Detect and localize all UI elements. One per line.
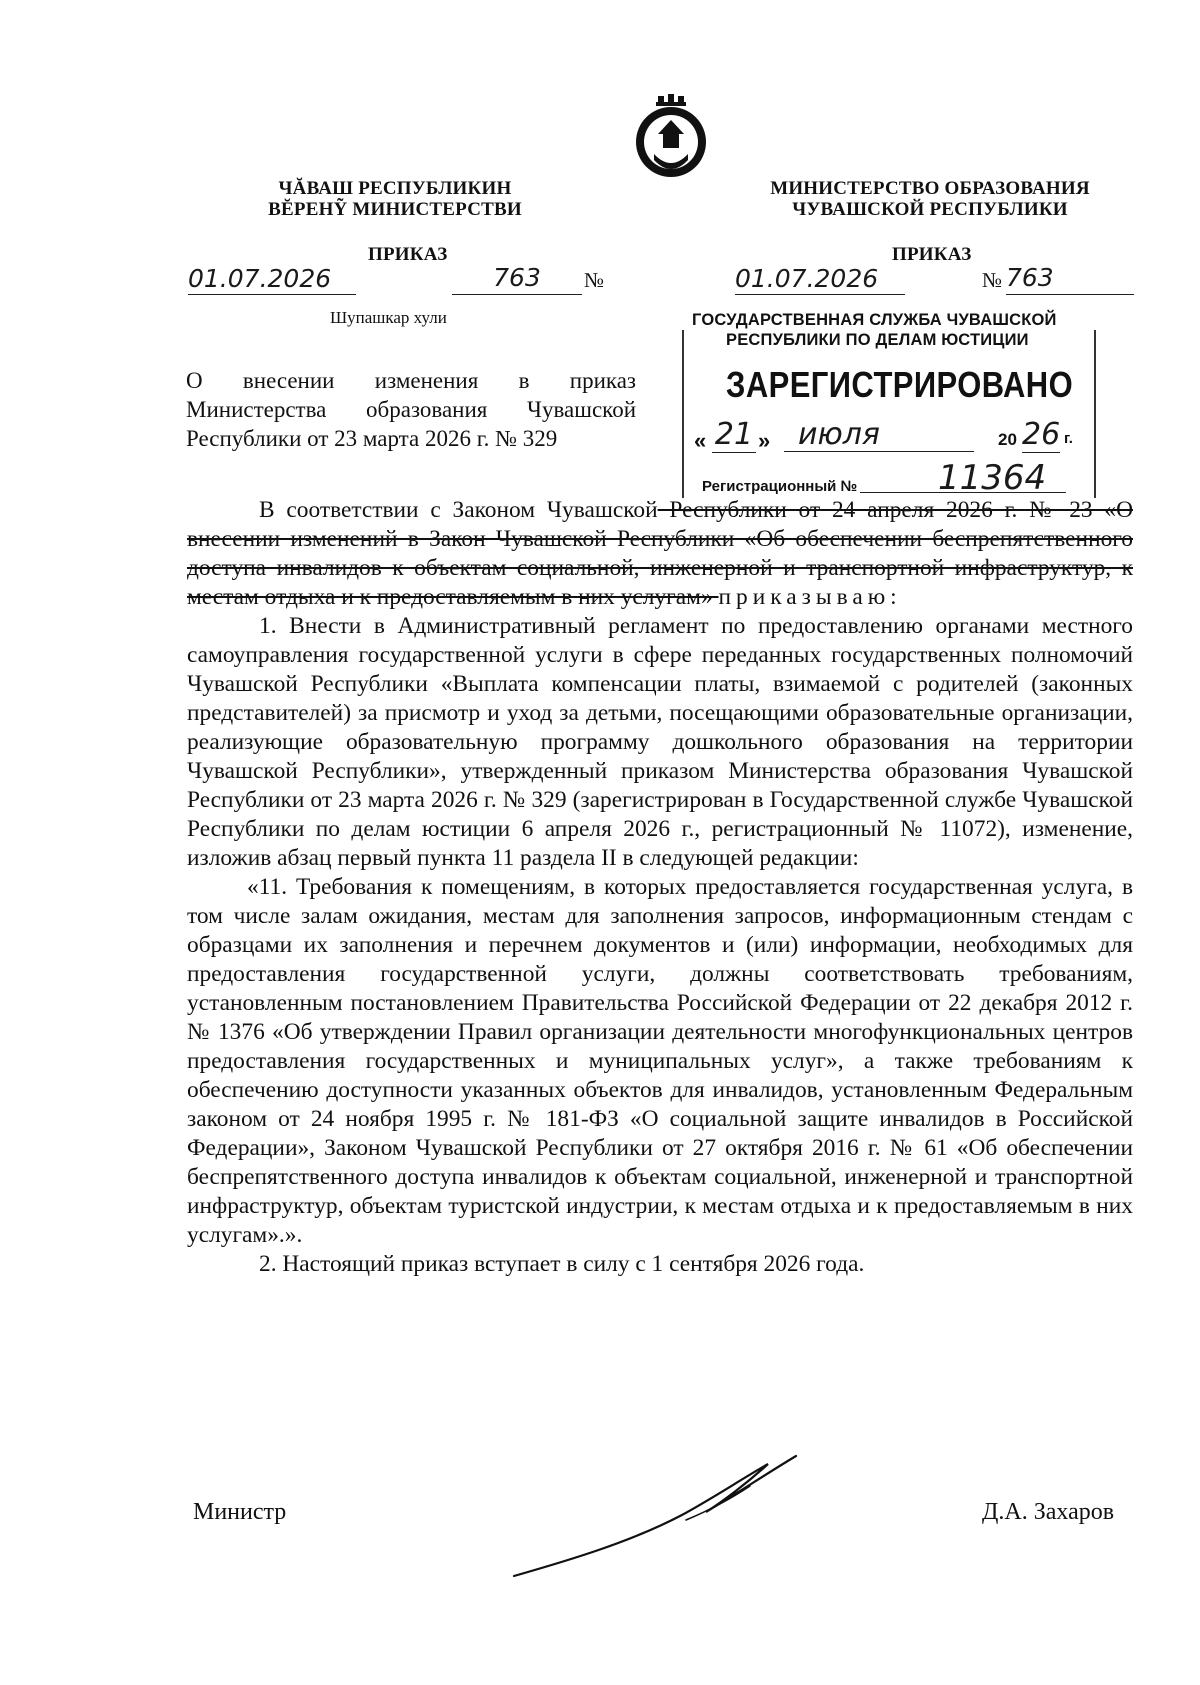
stamp-registered: ЗАРЕГИСТРИРОВАНО: [726, 364, 1074, 405]
stamp-year-g: г.: [1064, 430, 1073, 447]
stamp-reg-number: 11364: [938, 458, 1047, 498]
stamp-month: июля: [784, 418, 974, 452]
coat-of-arms-emblem: [632, 92, 710, 180]
no-sign-left: №: [584, 268, 605, 292]
stamp-close-quote: »: [758, 428, 771, 453]
header-left-line1: ЧĂВАШ РЕСПУБЛИКИН: [278, 178, 512, 199]
signer-name: Д.А. Захаров: [982, 1499, 1115, 1525]
intro-command: приказываю:: [718, 584, 902, 610]
stamp-line2: РЕСПУБЛИКИ ПО ДЕЛАМ ЮСТИЦИИ: [726, 331, 1029, 349]
order-number-left: 763: [452, 262, 582, 295]
stamp-year-prefix: 20: [998, 430, 1017, 449]
paragraph-1: 1. Внести в Административный регламент по предоставлению органами местного самоуправления государственной услуги в сфере переданных государственных полномочий Чувашской Республики «Выплата компенсации платы, взимаемой с родителей (законных представителей) за присмотр и уход за детьми, посещающими образовательные организации, реализующие образовательную программу дошкольного образования на территории Чувашской Республики», утвержденный приказом Министерства образования Чувашской Республики от 23 марта 2026 г. № 329 (зарегистрирован в Государственной службе Чувашской Республики по делам юстиции 6 апреля 2026 г., регистрационный № 11072), изменение, изложив абзац первый пункта 11 раздела II в следующей редакции:: [187, 613, 1133, 871]
signer-position: Министр: [193, 1499, 287, 1525]
header-left-line2: ВĔРЕНỸ МИНИСТЕРСТВИ: [268, 199, 522, 220]
stamp-open-quote: «: [694, 428, 707, 453]
intro-paragraph: [187, 496, 1133, 612]
stamp-reg-label: Регистрационный №: [702, 478, 858, 495]
paragraph-11-quote: «11. Требования к помещениям, в которых предоставляется государственная услуга, в том числе залам ожидания, местам для заполнения запросов, информационным стендам с образцами их заполнения и перечнем документов и (или) информации, необходимых для предоставления государственной услуги, должны соответствовать требованиям, установленным постановлением Правительства Российской Федерации от 22 декабря 2012 г. № 1376 «Об утверждении Правил организации деятельности многофункциональных центров предоставления государственных и муниципальных услуг», а также требованиям к обеспечению доступности указанных объектов для инвалидов, установленным Федеральным законом от 24 ноября 1995 г. № 181-ФЗ «О социальной защите инвалидов в Российской Федерации», Законом Чувашской Республики от 27 октября 2016 г. № 61 «Об обеспечении беспрепятственного доступа инвалидов к объектам социальной, инженерной и транспортной инфраструктур, объектам туристской индустрии, к местам отдыха и к предоставляемым в них услугам».».: [187, 874, 1133, 1248]
stamp-line1: ГОСУДАРСТВЕННАЯ СЛУЖБА ЧУВАШСКОЙ: [692, 311, 1057, 329]
header-right-line2: ЧУВАШСКОЙ РЕСПУБЛИКИ: [792, 199, 1068, 220]
intro-text-a: В соответствии с Законом Чувашской: [259, 497, 658, 523]
intro-text-b: Республики от 24 апреля 2026 г. № 23 «О внесении изменений в Закон Чувашской Республики «Об обеспечении беспрепятственного доступа инвалидов к объектам социальной, инженерной и транспортной инфраструктур, к местам отдыха и к предоставляемым в них услугам»: [187, 497, 1133, 610]
stamp-reg-underline: [860, 492, 1066, 493]
stamp-right-border: [1094, 330, 1096, 498]
handwritten-signature: [510, 1450, 800, 1580]
order-date-left: 01.07.2026: [188, 264, 356, 295]
stamp-year-suffix: 26: [1022, 417, 1061, 452]
order-number-right: 763: [1006, 262, 1134, 295]
registration-stamp: [682, 308, 1102, 498]
document-body: [187, 496, 1133, 1279]
order-label-left: ПРИКАЗ: [368, 244, 448, 265]
stamp-day: 21: [712, 418, 756, 453]
stamp-left-border: [682, 330, 684, 498]
city-label: Шупашкар хули: [330, 308, 447, 327]
header-right-block: [740, 178, 1120, 220]
header-left-block: [230, 178, 560, 220]
no-sign-right: №: [982, 268, 1003, 292]
order-label-right: ПРИКАЗ: [892, 244, 972, 265]
document-title: О внесении изменения в приказ Министерства образования Чувашской Республики от 23 марта 2026 г. № 329: [186, 368, 636, 451]
header-right-line1: МИНИСТЕРСТВО ОБРАЗОВАНИЯ: [770, 178, 1090, 199]
order-date-right: 01.07.2026: [735, 264, 905, 295]
paragraph-2: 2. Настоящий приказ вступает в силу с 1 сентября 2026 года.: [259, 1251, 865, 1277]
